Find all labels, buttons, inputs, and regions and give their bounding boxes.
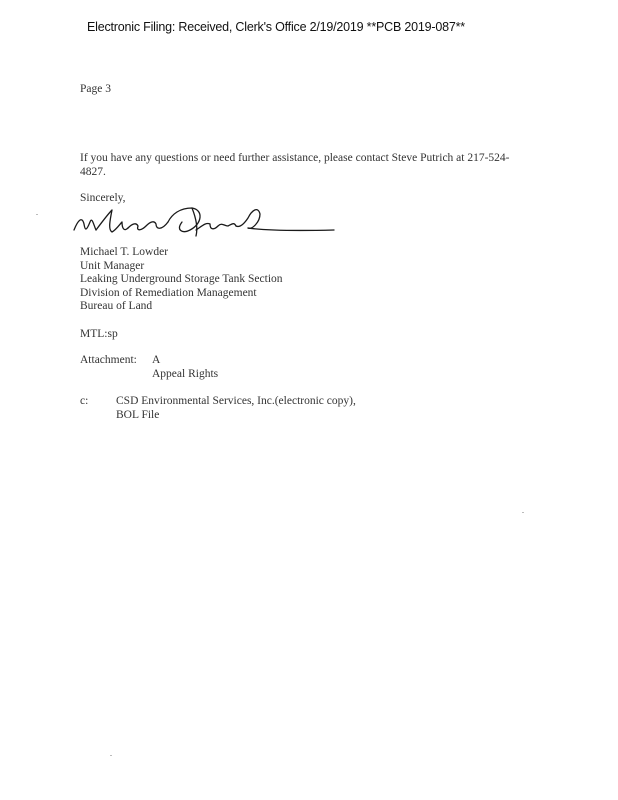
page-number: Page 3 xyxy=(80,83,111,95)
cc-recipient: CSD Environmental Services, Inc.(electronic copy), xyxy=(116,395,356,407)
body-line-1: If you have any questions or need further assistance, please contact Steve Putrich at 217-524- xyxy=(80,152,510,164)
attachment-label: Attachment: xyxy=(80,354,137,366)
handwritten-signature xyxy=(72,200,342,250)
scan-speck xyxy=(36,214,38,215)
body-paragraph xyxy=(80,152,510,179)
initials: MTL:sp xyxy=(80,328,118,340)
attachment-list xyxy=(152,354,218,381)
signature-block xyxy=(80,246,283,314)
signer-bureau: Bureau of Land xyxy=(80,300,153,313)
signer-name: Michael T. Lowder xyxy=(80,246,169,258)
signer-division: Division of Remediation Management xyxy=(80,286,257,299)
cc-label: c: xyxy=(80,395,89,407)
body-line-2: 4827. xyxy=(80,165,106,178)
scan-speck xyxy=(522,512,524,513)
signer-title: Unit Manager xyxy=(80,259,145,272)
attachment-item: A xyxy=(152,354,161,366)
closing: Sincerely, xyxy=(80,192,126,204)
cc-list xyxy=(116,395,356,422)
signer-section: Leaking Underground Storage Tank Section xyxy=(80,273,283,286)
scan-speck xyxy=(110,755,112,756)
cc-recipient: BOL File xyxy=(116,408,160,421)
attachment-item: Appeal Rights xyxy=(152,367,219,380)
filing-stamp: Electronic Filing: Received, Clerk's Office 2/19/2019 **PCB 2019-087** xyxy=(87,20,465,34)
